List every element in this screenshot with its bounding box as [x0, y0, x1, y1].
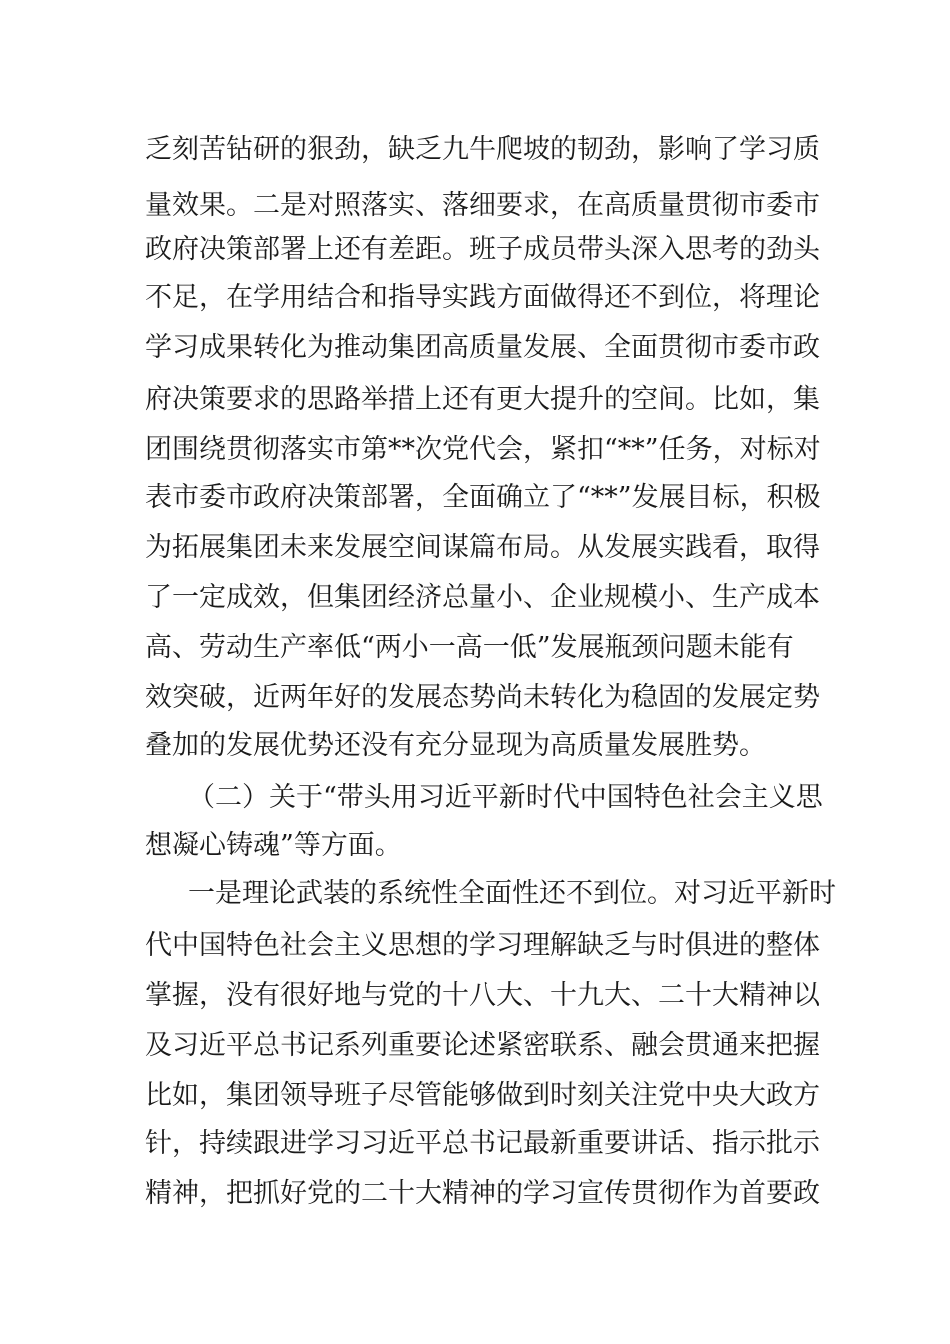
text-line: 效突破，近两年好的发展态势尚未转化为稳固的发展定势 — [145, 682, 820, 713]
text-line: 不足，在学用结合和指导实践方面做得还不到位，将理论 — [145, 282, 820, 313]
text-line: 量效果。二是对照落实、落细要求，在高质量贯彻市委市 — [145, 190, 820, 221]
text-line: 及习近平总书记系列重要论述紧密联系、融会贯通来把握 — [145, 1030, 820, 1061]
text-line: 一是理论武装的系统性全面性还不到位。对习近平新时 — [188, 878, 836, 909]
text-line: 了一定成效，但集团经济总量小、企业规模小、生产成本 — [145, 582, 820, 613]
text-line: 比如，集团领导班子尽管能够做到时刻关注党中央大政方 — [145, 1080, 820, 1111]
text-line: 针，持续跟进学习习近平总书记最新重要讲话、指示批示 — [145, 1128, 820, 1159]
text-line: 团围绕贯彻落实市第**次党代会，紧扣“**”任务，对标对 — [145, 434, 821, 465]
section-heading-line: 想凝心铸魂”等方面。 — [145, 830, 402, 861]
text-line: 叠加的发展优势还没有充分显现为高质量发展胜势。 — [145, 730, 766, 761]
text-line: 表市委市政府决策部署，全面确立了“**”发展目标，积极 — [145, 482, 821, 513]
text-line: 掌握，没有很好地与党的十八大、十九大、二十大精神以 — [145, 980, 820, 1011]
section-heading-line: （二）关于“带头用习近平新时代中国特色社会主义思 — [188, 782, 823, 813]
text-line: 政府决策部署上还有差距。班子成员带头深入思考的劲头 — [145, 234, 820, 265]
text-line: 府决策要求的思路举措上还有更大提升的空间。比如，集 — [145, 384, 820, 415]
text-line: 为拓展集团未来发展空间谋篇布局。从发展实践看，取得 — [145, 532, 820, 563]
text-line: 代中国特色社会主义思想的学习理解缺乏与时俱进的整体 — [145, 930, 820, 961]
text-line: 乏刻苦钻研的狠劲，缺乏九牛爬坡的韧劲，影响了学习质 — [145, 134, 820, 165]
text-line: 精神，把抓好党的二十大精神的学习宣传贯彻作为首要政 — [145, 1178, 820, 1209]
text-line: 学习成果转化为推动集团高质量发展、全面贯彻市委市政 — [145, 332, 820, 363]
text-line: 高、劳动生产率低“两小一高一低”发展瓶颈问题未能有 — [145, 632, 794, 663]
